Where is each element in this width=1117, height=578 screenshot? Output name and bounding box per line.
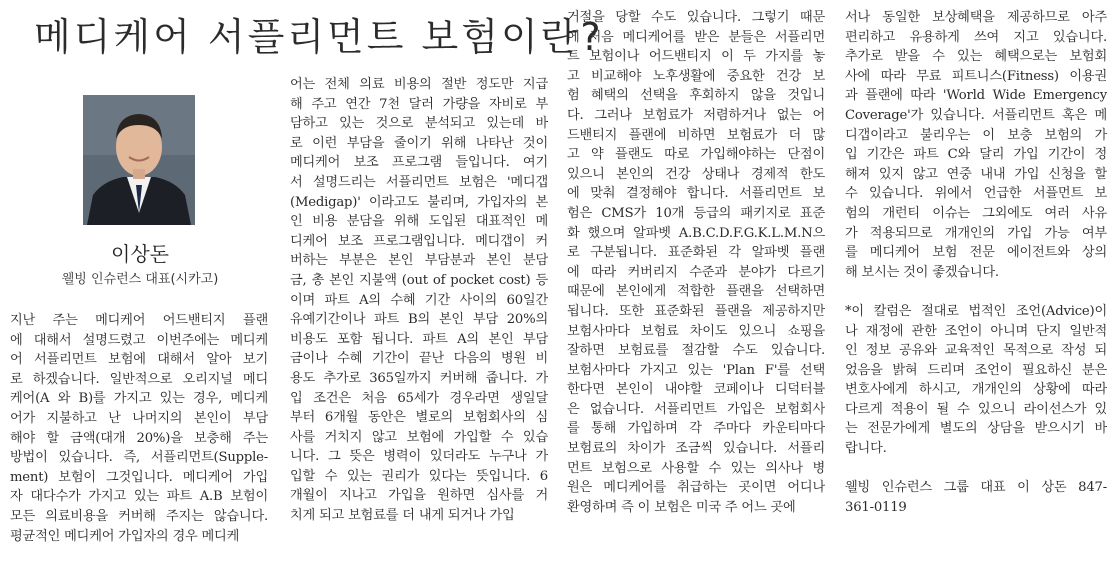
col2-line: 비용도 포함 됩니다. 파트 A의 본인 부담 [290,331,548,347]
col3-line: 보험사마다 가지고 있는 'Plan F'를 선택 [567,362,825,378]
col3-line: 에 따라 커버리지 수준과 분야가 다르기 [567,264,825,280]
col2-line: 개월이 지나고 가입을 원하면 심사를 거 [290,488,548,504]
col4-line: Coverage'가 있습니다. 서플리먼트 혹은 메 [845,107,1107,123]
col3-line: 다. 그러나 보험료가 저렴하거나 없는 어 [567,107,825,123]
col3-line: 있으니 본인의 건강 상태나 경제적 한도 [567,166,825,182]
disclaimer-line: 나 재정에 관한 조언이 아니며 단지 일반적 [845,323,1107,339]
col1-line: ment) 보험이 그것입니다. 메디케어 가입 [10,469,268,485]
col3-line: 에 처음 메디케어를 받은 분들은 서플리먼 [567,29,825,45]
col2-line: 담하고 있는 것으로 분석되고 있는데 바 [290,116,548,132]
col2-line: 인 비용 분담을 위해 도입된 대표적인 메 [290,214,548,230]
col4-line: 해져 있지 않고 연중 내내 가입 신청을 할 [845,166,1107,182]
col1-line: 해야 할 금액(대개 20%)을 보충해 주는 [10,430,268,446]
col2-line: 이며 파트 A의 수혜 기간 사이의 60일간 [290,292,548,308]
disclaimer-line: 인 정보 공유와 교육적인 목적으로 작성 되 [845,343,1107,359]
col3-line: 를 통해 가입하며 각 주마다 카운티마다 [567,421,825,437]
col1-line: 로 하겠습니다. 일반적으로 오리지널 메디 [10,371,268,387]
author-portrait-image [83,95,195,225]
col3-line: 트 보험이나 어드밴티지 이 두 가지를 놓 [567,49,825,65]
author-title: 웰빙 인슈런스 대표(시카고) [61,272,219,287]
disclaimer-line: 다르게 적용이 될 수 있으니 라이선스가 있 [845,401,1107,417]
col1-line: 어 서플리먼트 보험에 대해서 알아 보기 [10,352,268,368]
col1-line: 모든 의료비용을 커버해 주지는 않습니다. [10,508,268,524]
col2-line: 용도 추가로 365일까지 커버해 줍니다. 가 [290,370,548,386]
col1-line: 에 대해서 설명드렸고 이번주에는 메디케 [10,332,268,348]
disclaimer-line: *이 칼럼은 절대로 법적인 조언(Advice)이 [845,303,1107,319]
contact-line: 361-0119 [845,499,907,515]
col2-line: (Medigap)' 이라고도 불리며, 가입자의 본 [290,194,548,210]
col4-line: 서나 동일한 보상혜택을 제공하므로 아주 [845,10,1107,25]
col4-line: 과 플랜에 따라 'World Wide Emergency [845,88,1107,104]
col2-line: 금이나 수혜 기간이 끝난 다음의 병원 비 [290,351,548,367]
col2-line: 서 설명드리는 서플리먼트 보험은 '메디갭 [290,174,548,190]
col3-line: 에 맞춰 결정해야 합니다. 서플리먼트 보 [567,186,825,202]
col3-line: 험은 CMS가 10개 등급의 패키지로 표준 [567,205,825,221]
col2-line: 금, 총 본인 지불액 (out of pocket cost) 등 [290,272,548,288]
disclaimer-line: 는 전문가에게 별도의 상담을 받으시기 바 [845,421,1107,437]
col3-line: 거절을 당할 수도 있습니다. 그렇기 때문 [567,10,825,25]
col3-line: 로 구분됩니다. 표준화된 각 알파벳 플랜 [567,245,825,261]
disclaimer-line: 랍니다. [845,441,887,457]
col4-line: 편리하고 유용하게 쓰여 지고 있습니다. [845,29,1107,45]
col2-line: 해 주고 연간 7천 달러 가량을 자비로 부 [290,96,548,112]
col3-line: 은 없습니다. 서플리먼트 가입은 보험회사 [567,401,825,417]
col1-line: 자 대다수가 가지고 있는 파트 A.B 보험이 [10,489,268,505]
col2-line: 어는 전체 의료 비용의 절반 정도만 지급 [290,77,548,92]
author-photo [83,95,195,225]
disclaimer-line: 변호사에게 하시고, 개개인의 상황에 따라 [845,382,1107,398]
col1-line: 방법이 있습니다. 즉, 서플리먼트(Supple- [10,450,268,466]
col2-line: 메디케어 보조 프로그램 들입니다. 여기 [290,155,548,171]
col3-line: 원은 메디케어를 취급하는 곳이면 어디나 [567,480,825,496]
author-name: 이상돈 [111,242,169,266]
col1-line: 케어(A 와 B)를 가지고 있는 경우, 메디케 [10,391,268,407]
col3-line: 보험사마다 보험료 차이도 있으니 쇼핑을 [567,323,825,339]
headline: 메디케어 서플리먼트 보험이란? [34,15,604,59]
col3-line: 드밴티지 플랜에 비하면 보험료가 더 많 [567,127,825,143]
article-column-4 [845,8,1107,517]
contact-line: 웰빙 인슈런스 그룹 대표 이 상돈 847- [845,480,1107,496]
col3-line: 고 약 플랜도 따로 가입해야하는 단점이 [567,147,825,163]
col2-line: 유예기간이나 파트 B의 본인 부담 20%의 [290,312,548,328]
col2-line: 입 조건은 처음 65세가 경우라면 생일달 [290,390,548,406]
col1-line: 어가 지불하고 난 나머지의 본인이 부담 [10,410,268,426]
col2-line: 치게 되고 보험료를 더 내게 되거나 가입 [290,508,515,524]
col2-line: 니다. 그 뜻은 병력이 있더라도 누구나 가 [290,449,548,465]
disclaimer-line: 었음을 밝혀 드리며 조언이 필요하신 분은 [845,362,1107,378]
col3-line: 먼트 보험으로 사용할 수 있는 의사나 병 [567,460,825,476]
col3-line: 됩니다. 또한 표준화된 플랜을 제공하지만 [567,303,825,319]
col2-line: 로 이런 부담을 줄이기 위해 나타난 것이 [290,135,548,151]
col4-line: 를 메디케어 보험 전문 에이전트와 상의 [845,245,1107,261]
col4-line: 험의 개런티 이슈는 그외에도 여러 사유 [845,205,1107,221]
col2-line: 입할 수 있는 권리가 있다는 뜻입니다. 6 [290,468,548,484]
col3-line: 고 비교해야 노후생활에 중요한 건강 보 [567,68,825,84]
col2-line: 버하는 부분은 본인 부담분과 본인 분담 [290,253,548,269]
col4-line: 디갭이라고 불리우는 이 보충 보험의 가 [845,127,1107,143]
article-column-2 [290,75,548,526]
col2-line: 사를 거치지 않고 보험에 가입할 수 있습 [290,429,548,445]
col3-line: 험 혜택의 선택을 후회하지 않을 것입니 [567,88,825,104]
article-column-3 [567,8,825,517]
article-column-1 [10,311,268,546]
col3-line: 때문에 본인에게 적합한 플랜을 선택하면 [567,284,825,300]
col4-line: 가 적용되므로 개개인의 가입 가능 여부 [845,225,1107,241]
col2-line: 디케어 보조 프로그램입니다. 메디갭이 커 [290,233,548,249]
col3-line: 잘하면 보험료를 절감할 수도 있습니다. [567,343,825,359]
paragraph-gap [845,459,1107,479]
col2-line: 부터 6개월 동안은 별로의 보험회사의 심 [290,410,548,426]
col1-line: 지난 주는 메디케어 어드밴티지 플랜 [10,313,268,328]
col4-line: 수 있습니다. 위에서 언급한 서플먼트 보 [845,186,1107,202]
col4-line: 입 기간은 파트 C와 달리 가입 기간이 정 [845,147,1107,163]
paragraph-gap [845,282,1107,302]
col4-line: 추가로 받을 수 있는 혜택으로는 보험회 [845,49,1107,65]
col3-line: 환영하며 즉 이 보험은 미국 주 어느 곳에 [567,499,796,515]
col3-line: 화 했으며 알파벳 A.B.C.D.F.G.K.L.M.N으 [567,225,825,241]
col3-line: 보험료의 차이가 조금씩 있습니다. 서플리 [567,441,825,457]
col1-line: 평균적인 메디케어 가입자의 경우 메디케 [10,528,240,544]
col4-line: 해 보시는 것이 좋겠습니다. [845,264,999,280]
col3-line: 한다면 본인이 내야할 코페이나 디덕터블 [567,382,825,398]
col4-line: 사에 따라 무료 피트니스(Fitness) 이용권 [845,68,1107,84]
